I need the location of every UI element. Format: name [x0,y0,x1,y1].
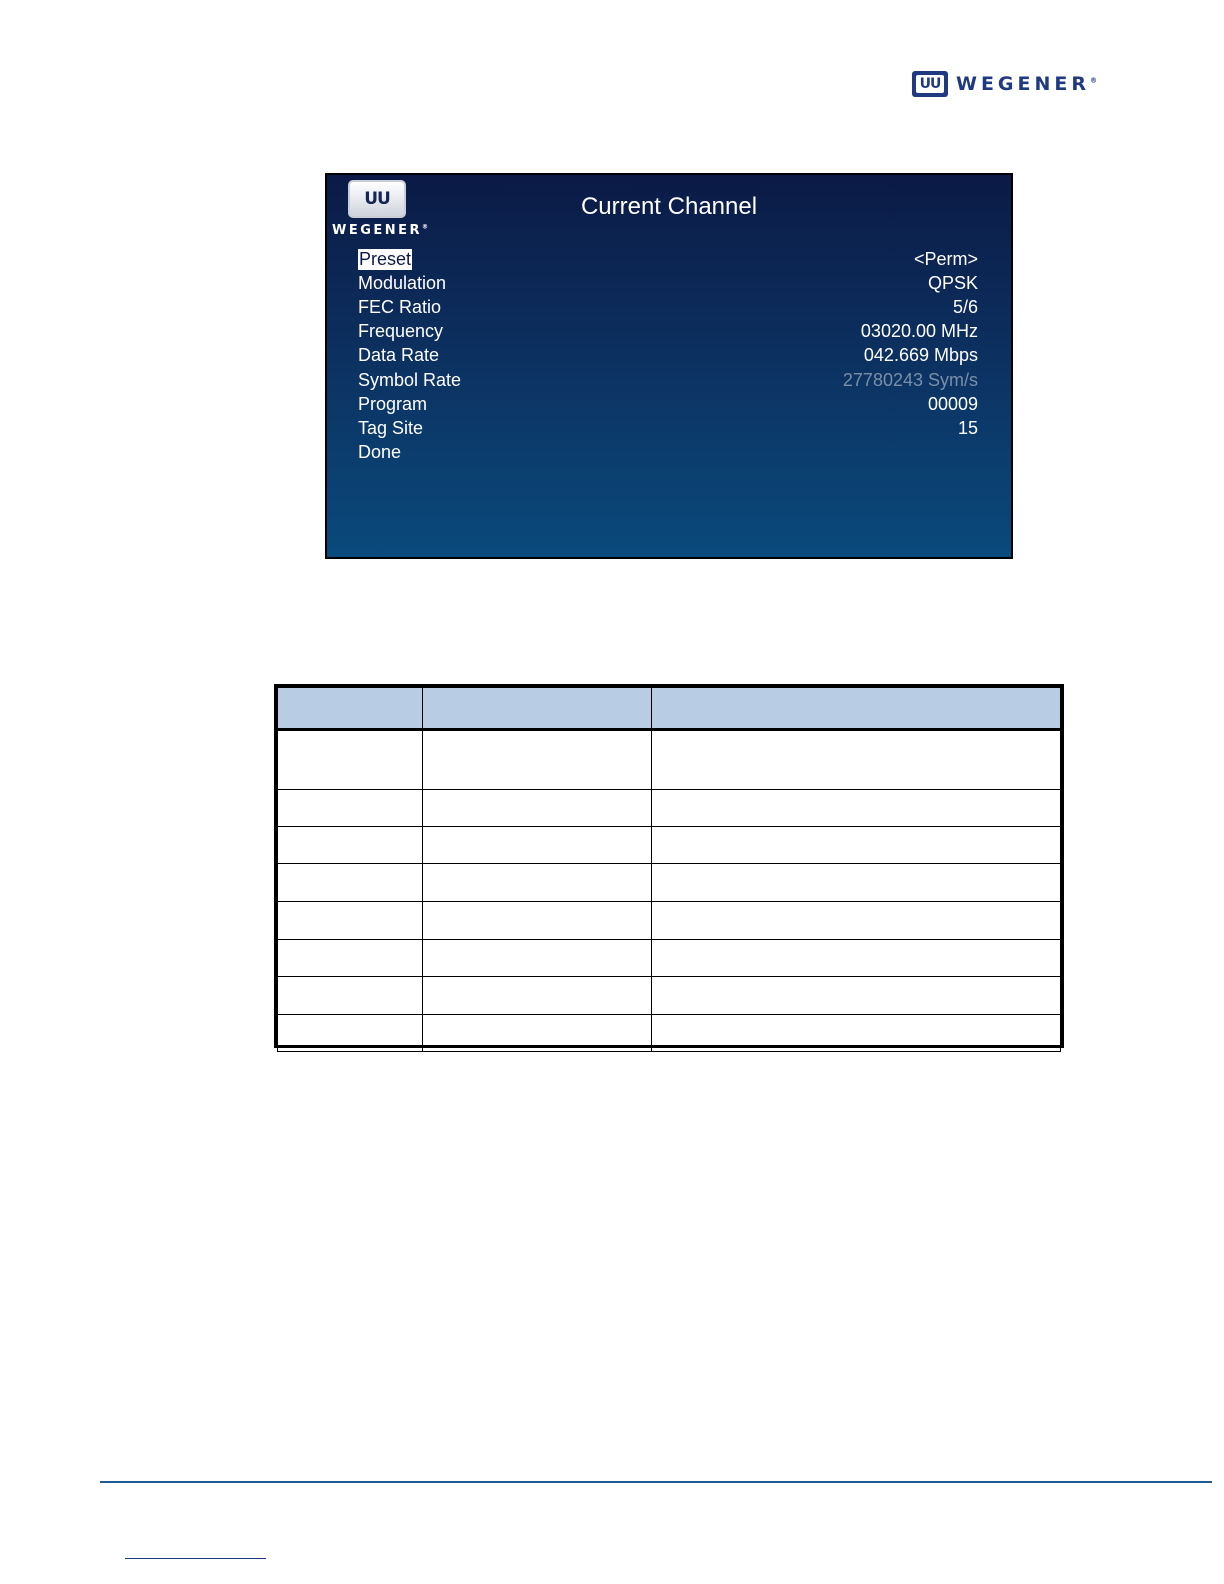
menu-item-label: Modulation [358,272,447,293]
menu-item-value: <Perm> [913,248,978,269]
table-cell [652,827,1061,864]
table-header-row [278,688,1061,730]
menu-item-value: QPSK [927,272,978,293]
table-cell [278,790,423,827]
menu-item-value: 00009 [927,393,978,414]
table-cell [423,827,652,864]
table-row [278,940,1061,977]
wegener-logo [912,70,1097,98]
table-cell [278,977,423,1015]
menu-item-value: 15 [957,417,978,438]
table-header-cell [423,688,652,730]
table-cell [423,864,652,902]
menu-list [358,247,978,465]
menu-item-program[interactable] [358,392,978,416]
table-cell [652,730,1061,790]
table-cell [423,977,652,1015]
screen-logo-wordmark: WEGENER [332,223,423,238]
table-row [278,730,1061,790]
menu-item-fec-ratio[interactable] [358,295,978,319]
table-row [278,1015,1061,1052]
table-cell [278,827,423,864]
table-cell [278,864,423,902]
table-cell [423,940,652,977]
menu-item-tag-site[interactable] [358,416,978,440]
menu-item-label: Preset [359,248,412,269]
wegener-mark-icon [912,71,948,97]
table-cell [423,1015,652,1052]
parameter-table [274,684,1064,1048]
menu-item-frequency[interactable] [358,320,978,344]
table-cell [278,940,423,977]
menu-item-value: 042.669 Mbps [863,345,978,366]
table-header-cell [652,688,1061,730]
table-row [278,790,1061,827]
table-row [278,977,1061,1015]
table-row [278,902,1061,940]
registered-mark: ® [1090,76,1098,85]
table-cell [423,790,652,827]
screen-logo-mark: UU [364,189,390,209]
menu-item-done[interactable] [358,441,978,465]
table-row [278,864,1061,902]
table-cell [278,730,423,790]
table-cell [278,902,423,940]
menu-item-modulation[interactable] [358,271,978,295]
menu-item-label: Done [358,442,402,463]
menu-item-symbol-rate[interactable] [358,368,978,392]
table-cell [278,1015,423,1052]
menu-item-label: Frequency [358,321,444,342]
menu-item-value: 5/6 [952,296,978,317]
screen-title: Current Channel [580,193,758,220]
table-cell [652,940,1061,977]
table-cell [652,864,1061,902]
menu-item-label: Program [358,393,428,414]
menu-item-label: FEC Ratio [358,296,442,317]
screen-registered-mark: ® [422,223,431,231]
menu-item-preset[interactable] [358,247,978,271]
table-cell [423,730,652,790]
table-cell [423,902,652,940]
table-cell [652,790,1061,827]
menu-item-label: Data Rate [358,345,440,366]
logo-mark-text: UU [919,76,941,92]
menu-item-value: 27780243 Sym/s [842,369,978,390]
table-cell [652,902,1061,940]
logo-wordmark: WEGENER [956,73,1091,95]
footer-rule [100,1481,1212,1483]
footer-link-underline[interactable] [125,1558,266,1559]
table-row [278,827,1061,864]
table-header-cell [278,688,423,730]
current-channel-screen [325,173,1013,559]
menu-item-value: 03020.00 MHz [860,321,978,342]
table-cell [652,977,1061,1015]
menu-item-label: Tag Site [358,417,424,438]
table-cell [652,1015,1061,1052]
menu-item-data-rate[interactable] [358,344,978,368]
menu-item-label: Symbol Rate [358,369,462,390]
